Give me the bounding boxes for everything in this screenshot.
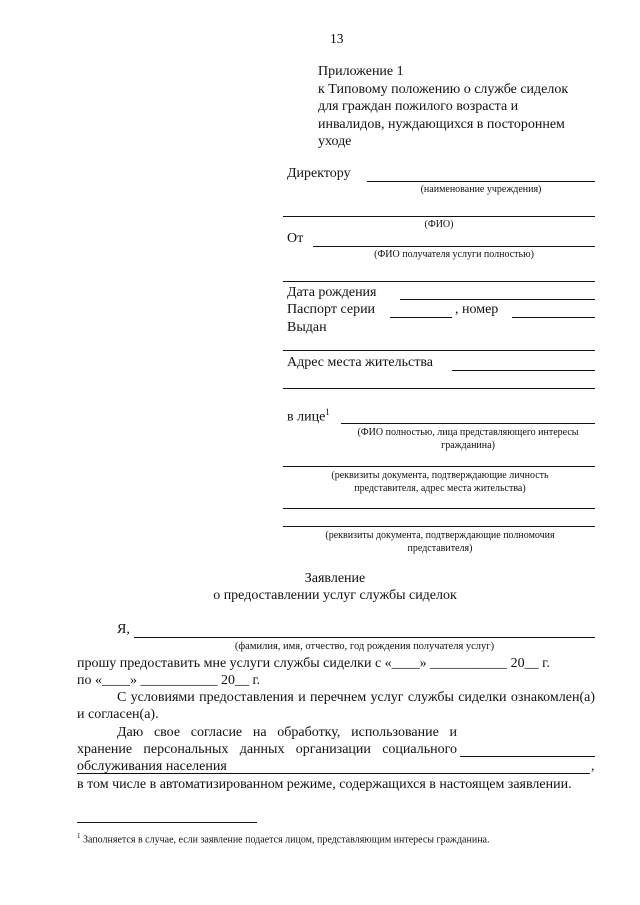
footnote-mark: 1 xyxy=(77,832,81,840)
authority-caption: (реквизиты документа, подтверждающие полномочия представителя) xyxy=(325,530,555,554)
applicant-field[interactable] xyxy=(134,637,595,638)
director-field[interactable] xyxy=(367,181,595,182)
footnote-separator xyxy=(77,822,257,823)
appendix-line: Приложение 1 xyxy=(318,64,404,79)
institution-caption: (наименование учреждения) xyxy=(420,184,542,195)
number-label: , номер xyxy=(455,302,499,317)
appendix-line: для граждан пожилого возраста и xyxy=(318,99,519,114)
comma: , xyxy=(591,759,595,774)
organization-field[interactable] xyxy=(460,756,595,757)
fio-caption: (ФИО) xyxy=(424,219,454,230)
request-line: прошу предоставить мне услуги службы сиделки с «____» ___________ 20__ г. xyxy=(77,656,550,671)
i-label: Я, xyxy=(117,622,130,637)
conditions-paragraph: С условиями предоставления и перечнем услуг службы сиделки ознакомлен(а) и согласен(а). xyxy=(77,690,595,722)
issued-field[interactable] xyxy=(283,350,595,351)
consent-paragraph: Даю свое согласие на обработку, использование и хранение персональных данных организации социального обслуживания населения xyxy=(77,725,457,774)
recipient-extra-field[interactable] xyxy=(283,281,595,282)
director-fio-field[interactable] xyxy=(283,216,595,217)
until-line: по «____» ___________ 20__ г. xyxy=(77,673,261,688)
appendix-line: уходе xyxy=(318,134,352,149)
appendix-line: инвалидов, нуждающихся в постороннем xyxy=(318,116,565,132)
rep-caption: (ФИО полностью, лица представляющего интересы гражданина) xyxy=(357,427,579,451)
issued-label: Выдан xyxy=(287,320,327,335)
footnote-ref: 1 xyxy=(325,407,330,417)
footnote xyxy=(77,832,489,845)
birth-field[interactable] xyxy=(400,299,595,300)
address-label: Адрес места жительства xyxy=(287,355,433,370)
recipient-caption: (ФИО получателя услуги полностью) xyxy=(374,249,534,260)
authority-field-2[interactable] xyxy=(283,526,595,527)
from-label: От xyxy=(287,231,304,246)
passport-series-field[interactable] xyxy=(390,317,452,318)
address-extra-field[interactable] xyxy=(283,388,595,389)
rep-doc-field[interactable] xyxy=(283,466,595,467)
appendix-block xyxy=(318,63,568,151)
passport-label: Паспорт серии xyxy=(287,302,376,317)
authority-field-1[interactable] xyxy=(283,508,595,509)
director-label: Директору xyxy=(287,166,351,181)
from-field[interactable] xyxy=(313,246,595,247)
passport-number-field[interactable] xyxy=(512,317,595,318)
applicant-caption: (фамилия, имя, отчество, год рождения получателя услуг) xyxy=(234,641,495,652)
represented-label xyxy=(287,407,330,426)
document-title: Заявление xyxy=(304,571,366,586)
automated-paragraph: в том числе в автоматизированном режиме, содержащихся в настоящем заявлении. xyxy=(77,777,572,792)
rep-doc-caption: (реквизиты документа, подтверждающие личность представителя, адрес места жительства) xyxy=(331,470,549,494)
document-subtitle: о предоставлении услуг службы сиделок xyxy=(213,588,457,603)
represented-text: в лице xyxy=(287,409,326,425)
birth-label: Дата рождения xyxy=(287,285,377,300)
page-number: 13 xyxy=(330,31,344,46)
represented-field[interactable] xyxy=(341,423,595,424)
organization-field-2[interactable] xyxy=(77,773,590,774)
footnote-text: Заполняется в случае, если заявление подается лицом, представляющим интересы гражданина. xyxy=(83,834,490,846)
address-field[interactable] xyxy=(452,370,595,371)
appendix-line: к Типовому положению о службе сиделок xyxy=(318,81,569,97)
